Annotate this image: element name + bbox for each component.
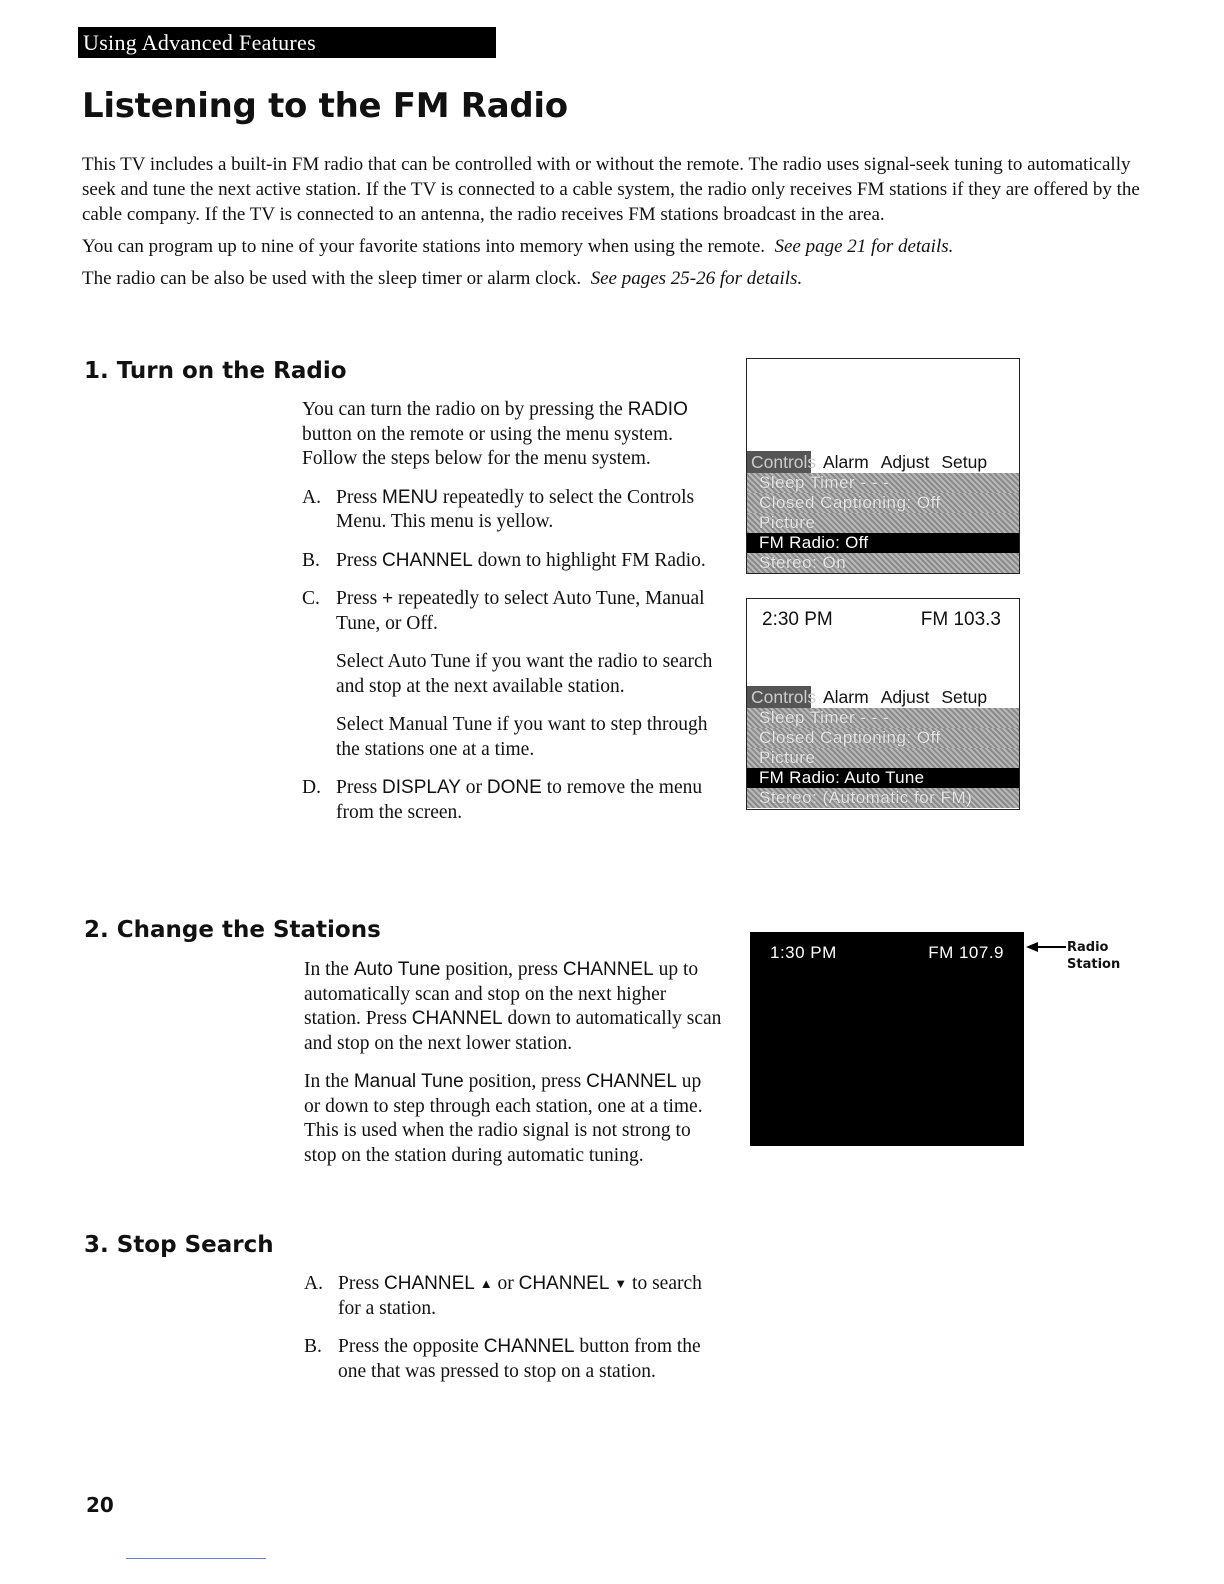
tv-screen-radio-station bbox=[750, 932, 1024, 1146]
text: down to highlight FM Radio. bbox=[472, 549, 706, 571]
callout-label bbox=[1067, 939, 1120, 973]
auto-tune-term: Auto Tune bbox=[353, 959, 441, 980]
radio-key: RADIO bbox=[627, 399, 688, 420]
page-number: 20 bbox=[86, 1493, 114, 1517]
menu-key: MENU bbox=[382, 486, 438, 508]
controls-menu bbox=[747, 451, 1019, 573]
text: You can turn the radio on by pressing the bbox=[302, 399, 628, 420]
text: position, press bbox=[463, 1071, 587, 1092]
text: to remove the menu from the screen. bbox=[336, 777, 703, 823]
text: or bbox=[460, 777, 487, 798]
channel-key: CHANNEL bbox=[562, 959, 654, 980]
section-3-body bbox=[304, 1272, 722, 1398]
text: to search for a station. bbox=[338, 1273, 702, 1319]
step-letter: B. bbox=[302, 549, 320, 571]
text: position, press bbox=[440, 959, 563, 980]
intro-p3-ref: See pages 25-26 for details. bbox=[590, 268, 803, 289]
text: Press bbox=[336, 777, 383, 798]
step-c bbox=[302, 587, 720, 636]
display-key: DISPLAY bbox=[382, 777, 461, 798]
page-title: Listening to the FM Radio bbox=[82, 86, 568, 126]
controls-menu bbox=[747, 686, 1019, 808]
channel-key: CHANNEL bbox=[586, 1071, 677, 1092]
text: up or down to step through each station, one at a time. This is used when the radio signal is not strong to stop on the station during automatic tuning. bbox=[304, 1071, 703, 1166]
text: Press bbox=[336, 588, 383, 609]
step-a bbox=[302, 486, 720, 535]
step-b bbox=[302, 549, 720, 574]
section-3-heading: 3. Stop Search bbox=[84, 1232, 274, 1258]
tv-screen-menu-off bbox=[746, 358, 1020, 574]
down-arrow-icon: ▼ bbox=[614, 1276, 628, 1291]
menu-item: Closed Captioning: Off bbox=[747, 493, 1019, 513]
step-d bbox=[302, 776, 720, 825]
text: Press the opposite bbox=[338, 1336, 484, 1357]
note-auto-tune: Select Auto Tune if you want the radio to search and stop at the next available station. bbox=[336, 651, 713, 697]
channel-key: CHANNEL bbox=[382, 549, 473, 571]
menu-item-selected: FM Radio: Auto Tune bbox=[747, 768, 1019, 788]
text: or bbox=[492, 1273, 519, 1294]
up-arrow-icon: ▲ bbox=[479, 1276, 493, 1291]
menu-tabs bbox=[747, 686, 1019, 708]
stop-step-a bbox=[304, 1272, 722, 1321]
tv-screen-auto-tune bbox=[746, 598, 1020, 810]
section-2-heading: 2. Change the Stations bbox=[84, 917, 381, 943]
step-letter: D. bbox=[302, 777, 321, 798]
menu-tabs bbox=[747, 451, 1019, 473]
tab-alarm: Alarm bbox=[823, 686, 869, 707]
intro bbox=[82, 152, 1162, 298]
note-manual-tune: Select Manual Tune if you want to step through the stations one at a time. bbox=[336, 714, 708, 760]
tab-setup: Setup bbox=[941, 451, 988, 472]
plus-key: + bbox=[382, 588, 394, 609]
time-display: 1:30 PM bbox=[770, 943, 837, 962]
menu-item: Stereo: On bbox=[747, 553, 1019, 573]
time-display: 2:30 PM bbox=[762, 609, 833, 630]
intro-paragraph-2 bbox=[82, 234, 1162, 259]
menu-item-selected: FM Radio: Off bbox=[747, 533, 1019, 553]
menu-item: Stereo: (Automatic for FM) bbox=[747, 788, 1019, 808]
channel-key: CHANNEL bbox=[518, 1273, 610, 1294]
step-letter: A. bbox=[304, 1273, 323, 1294]
section-1-body bbox=[302, 398, 720, 839]
stop-step-b bbox=[304, 1335, 722, 1384]
step-letter: C. bbox=[302, 588, 320, 609]
intro-p2-text: You can program up to nine of your favorite stations into memory when using the remote. bbox=[82, 236, 765, 257]
intro-paragraph-3 bbox=[82, 266, 1162, 291]
callout-line-2: Station bbox=[1067, 957, 1121, 972]
menu-item: Picture bbox=[747, 513, 1019, 533]
text: Press bbox=[338, 1273, 385, 1294]
section-1-intro bbox=[302, 398, 720, 472]
station-display: FM 103.3 bbox=[920, 609, 1001, 630]
text: In the bbox=[304, 1071, 354, 1092]
intro-p2-ref: See page 21 for details. bbox=[774, 236, 954, 257]
channel-key: CHANNEL bbox=[411, 1008, 503, 1029]
tab-adjust: Adjust bbox=[880, 686, 930, 707]
tab-adjust: Adjust bbox=[880, 451, 930, 472]
channel-key: CHANNEL bbox=[483, 1336, 575, 1357]
section-2-paragraph-1 bbox=[304, 958, 722, 1056]
tab-controls: Controls bbox=[747, 451, 811, 473]
text: repeatedly to select Auto Tune, Manual Tune, or Off. bbox=[336, 588, 705, 634]
menu-item: Picture bbox=[747, 748, 1019, 768]
text: repeatedly to select the Controls Menu. This menu is yellow. bbox=[336, 486, 695, 532]
manual-tune-term: Manual Tune bbox=[353, 1071, 464, 1092]
text: button from the one that was pressed to stop on a station. bbox=[338, 1336, 701, 1382]
section-2-body bbox=[304, 958, 722, 1182]
station-display: FM 107.9 bbox=[928, 943, 1004, 962]
text: Press bbox=[336, 486, 383, 508]
done-key: DONE bbox=[486, 777, 542, 798]
tab-alarm: Alarm bbox=[823, 451, 869, 472]
tab-controls: Controls bbox=[747, 686, 811, 708]
step-letter: B. bbox=[304, 1336, 322, 1357]
section-2-paragraph-2 bbox=[304, 1070, 722, 1168]
step-letter: A. bbox=[302, 486, 321, 508]
tab-setup: Setup bbox=[941, 686, 988, 707]
section-1-heading: 1. Turn on the Radio bbox=[84, 358, 347, 384]
menu-item: Sleep Timer - - - bbox=[747, 473, 1019, 493]
text: Press bbox=[336, 549, 383, 571]
text: up to automatically scan and stop on the next higher station. Press bbox=[304, 959, 699, 1029]
text: button on the remote or using the menu system. Follow the steps below for the menu system. bbox=[302, 423, 673, 469]
callout-arrow-icon bbox=[1026, 940, 1068, 954]
intro-paragraph-1: This TV includes a built-in FM radio that can be controlled with or without the remote. The radio uses signal-seek tuning to automatically seek and tune the next active station. If the TV is connected to a cable system, the radio only receives FM stations if they are offered by the cable company. If the TV is connected to an antenna, the radio receives FM stations broadcast in the area. bbox=[82, 154, 1140, 225]
text: In the bbox=[304, 959, 354, 980]
menu-item: Closed Captioning: Off bbox=[747, 728, 1019, 748]
callout-line-1: Radio bbox=[1067, 940, 1109, 955]
text: down to automatically scan and stop on the next lower station. bbox=[304, 1008, 722, 1054]
footer-rule bbox=[126, 1558, 266, 1559]
intro-p3-text: The radio can be also be used with the sleep timer or alarm clock. bbox=[82, 268, 582, 289]
channel-key: CHANNEL bbox=[384, 1273, 475, 1294]
section-header: Using Advanced Features bbox=[78, 27, 496, 58]
menu-item: Sleep Timer - - - bbox=[747, 708, 1019, 728]
